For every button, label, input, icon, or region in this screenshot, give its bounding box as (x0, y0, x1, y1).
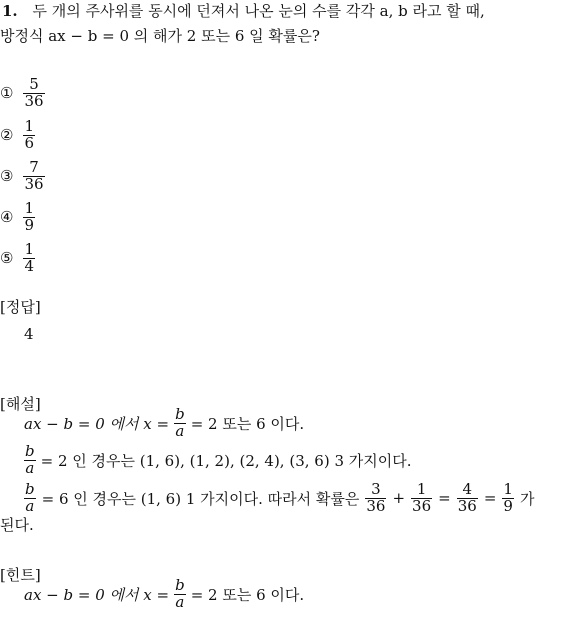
option-marker: ⑤ (0, 249, 14, 268)
option-marker: ④ (0, 208, 14, 227)
fraction-numerator: 5 (23, 77, 44, 94)
fraction (411, 482, 432, 515)
fraction (24, 482, 36, 515)
solution-line-3-end: 가 (519, 489, 535, 508)
fraction-denominator: 36 (412, 496, 432, 515)
solution-line-4: 된다. (0, 516, 34, 534)
fraction (457, 482, 478, 515)
fraction-denominator: 36 (457, 496, 477, 515)
plus-sign: + (392, 489, 406, 508)
fraction-denominator: a (25, 496, 35, 515)
fraction-denominator: 9 (24, 215, 34, 234)
fraction-numerator: b (175, 405, 185, 423)
question-line-1 (2, 0, 485, 21)
option-marker: ① (0, 84, 14, 103)
option-2[interactable] (0, 119, 35, 152)
solution-line-1-end: = 2 또는 6 이다. (190, 414, 305, 433)
hint-line-text: ax − b = 0 에서 x = (24, 585, 170, 604)
option-fraction (23, 201, 35, 234)
option-fraction (23, 77, 44, 110)
fraction (24, 444, 36, 477)
fraction-numerator: b (25, 442, 35, 460)
fraction-denominator: 36 (24, 174, 44, 193)
fraction-denominator: 36 (366, 496, 386, 515)
option-4[interactable] (0, 201, 35, 234)
fraction (502, 482, 514, 515)
solution-line-1 (24, 407, 304, 440)
option-fraction (23, 119, 35, 152)
fraction (174, 578, 186, 611)
fraction-denominator: 9 (503, 496, 513, 515)
question-text-1: 두 개의 주사위를 동시에 던져서 나온 눈의 수를 각각 a, b 라고 할 때, (32, 2, 485, 20)
fraction-numerator: 1 (411, 482, 432, 499)
fraction-numerator: 1 (24, 199, 34, 217)
fraction-numerator: 1 (24, 240, 34, 258)
option-marker: ③ (0, 167, 14, 186)
hint-line (24, 578, 304, 611)
fraction-denominator: 4 (24, 256, 34, 275)
fraction-denominator: a (175, 592, 185, 611)
fraction-numerator: 4 (457, 482, 478, 499)
solution-line-3-text: = 6 인 경우는 (1, 6) 1 가지이다. 따라서 확률은 (41, 489, 360, 508)
question-line-2: 방정식 ax − b = 0 의 해가 2 또는 6 일 확률은? (0, 27, 320, 45)
solution-line-3 (24, 482, 534, 515)
fraction (174, 407, 186, 440)
solution-line-2-text: = 2 인 경우는 (1, 6), (1, 2), (2, 4), (3, 6) 3 가지이다. (40, 451, 412, 470)
option-3[interactable] (0, 160, 45, 193)
equals-sign: = (483, 489, 497, 508)
fraction-numerator: 3 (365, 482, 386, 499)
equals-sign: = (438, 489, 451, 508)
solution-line-2 (24, 444, 411, 477)
fraction-numerator: b (175, 576, 185, 594)
hint-label: [힌트] (0, 566, 41, 584)
fraction (365, 482, 386, 515)
option-5[interactable] (0, 242, 35, 275)
fraction-numerator: 7 (23, 160, 44, 177)
answer-value: 4 (24, 325, 34, 343)
option-marker: ② (0, 126, 14, 145)
fraction-denominator: 6 (24, 133, 34, 152)
option-fraction (23, 242, 35, 275)
option-1[interactable] (0, 77, 45, 110)
fraction-denominator: a (25, 458, 35, 477)
solution-label: [해설] (0, 395, 41, 413)
question-number: 1. (2, 2, 18, 20)
fraction-denominator: 36 (24, 91, 44, 110)
hint-line-end: = 2 또는 6 이다. (190, 585, 305, 604)
option-fraction (23, 160, 44, 193)
fraction-numerator: 1 (24, 117, 34, 135)
fraction-numerator: b (25, 480, 35, 498)
fraction-numerator: 1 (503, 480, 513, 498)
answer-label: [정답] (0, 298, 41, 316)
fraction-denominator: a (175, 421, 185, 440)
solution-line-1-text: ax − b = 0 에서 x = (24, 414, 170, 433)
